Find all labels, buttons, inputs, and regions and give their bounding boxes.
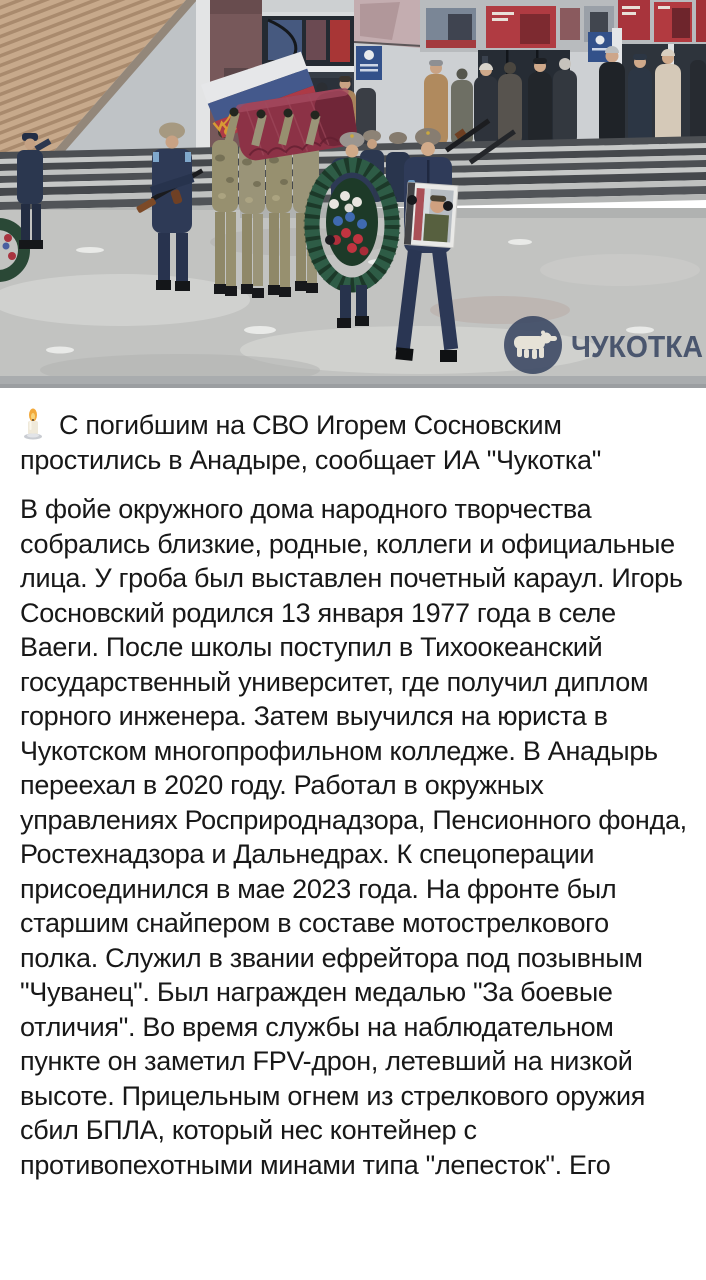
post-text [0,388,706,1182]
post-body: В фойе окружного дома народного творчества собрались близкие, родные, коллеги и официальные лица. У гроба был выставлен почетный караул. Игорь Сосновский родился 13 января 1977 года в селе Ваеги. После школы поступил в Тихоокеанский государственный университет, где получил диплом горного инженера. Затем выучился на юриста в Чукотском многопрофильном колледже. В Анадырь переехал в 2020 году. Работал в окружных управлениях Росприроднадзора, Пенсионного фонда, Ростехнадзора и Дальнедрах. К спецоперации присоединился в мае 2023 года. На фронте был старшим снайпером в составе мотострелкового полка. Служил в звании ефрейтора под позывным "Чуванец". Был награжден медалью "За боевые отличия". Во время службы на наблюдательном пункте он заметил FPV-дрон, летевший на низкой высоте. Прицельным огнем из стрелкового оружия сбил БПЛА, который нес контейнер с противопехотными минами типа "лепесток". Его [20,494,695,1180]
photo-bottom-shade [0,376,706,384]
memorial-portrait [404,182,458,247]
candle-icon [20,408,47,440]
post-headline [20,408,692,478]
post-photo[interactable] [0,0,706,388]
headline-text: С погибшим на СВО Игорем Сосновским простились в Анадыре, сообщает ИА "Чукотка" [20,410,602,475]
watermark-label: ЧУКОТКА [571,329,703,364]
